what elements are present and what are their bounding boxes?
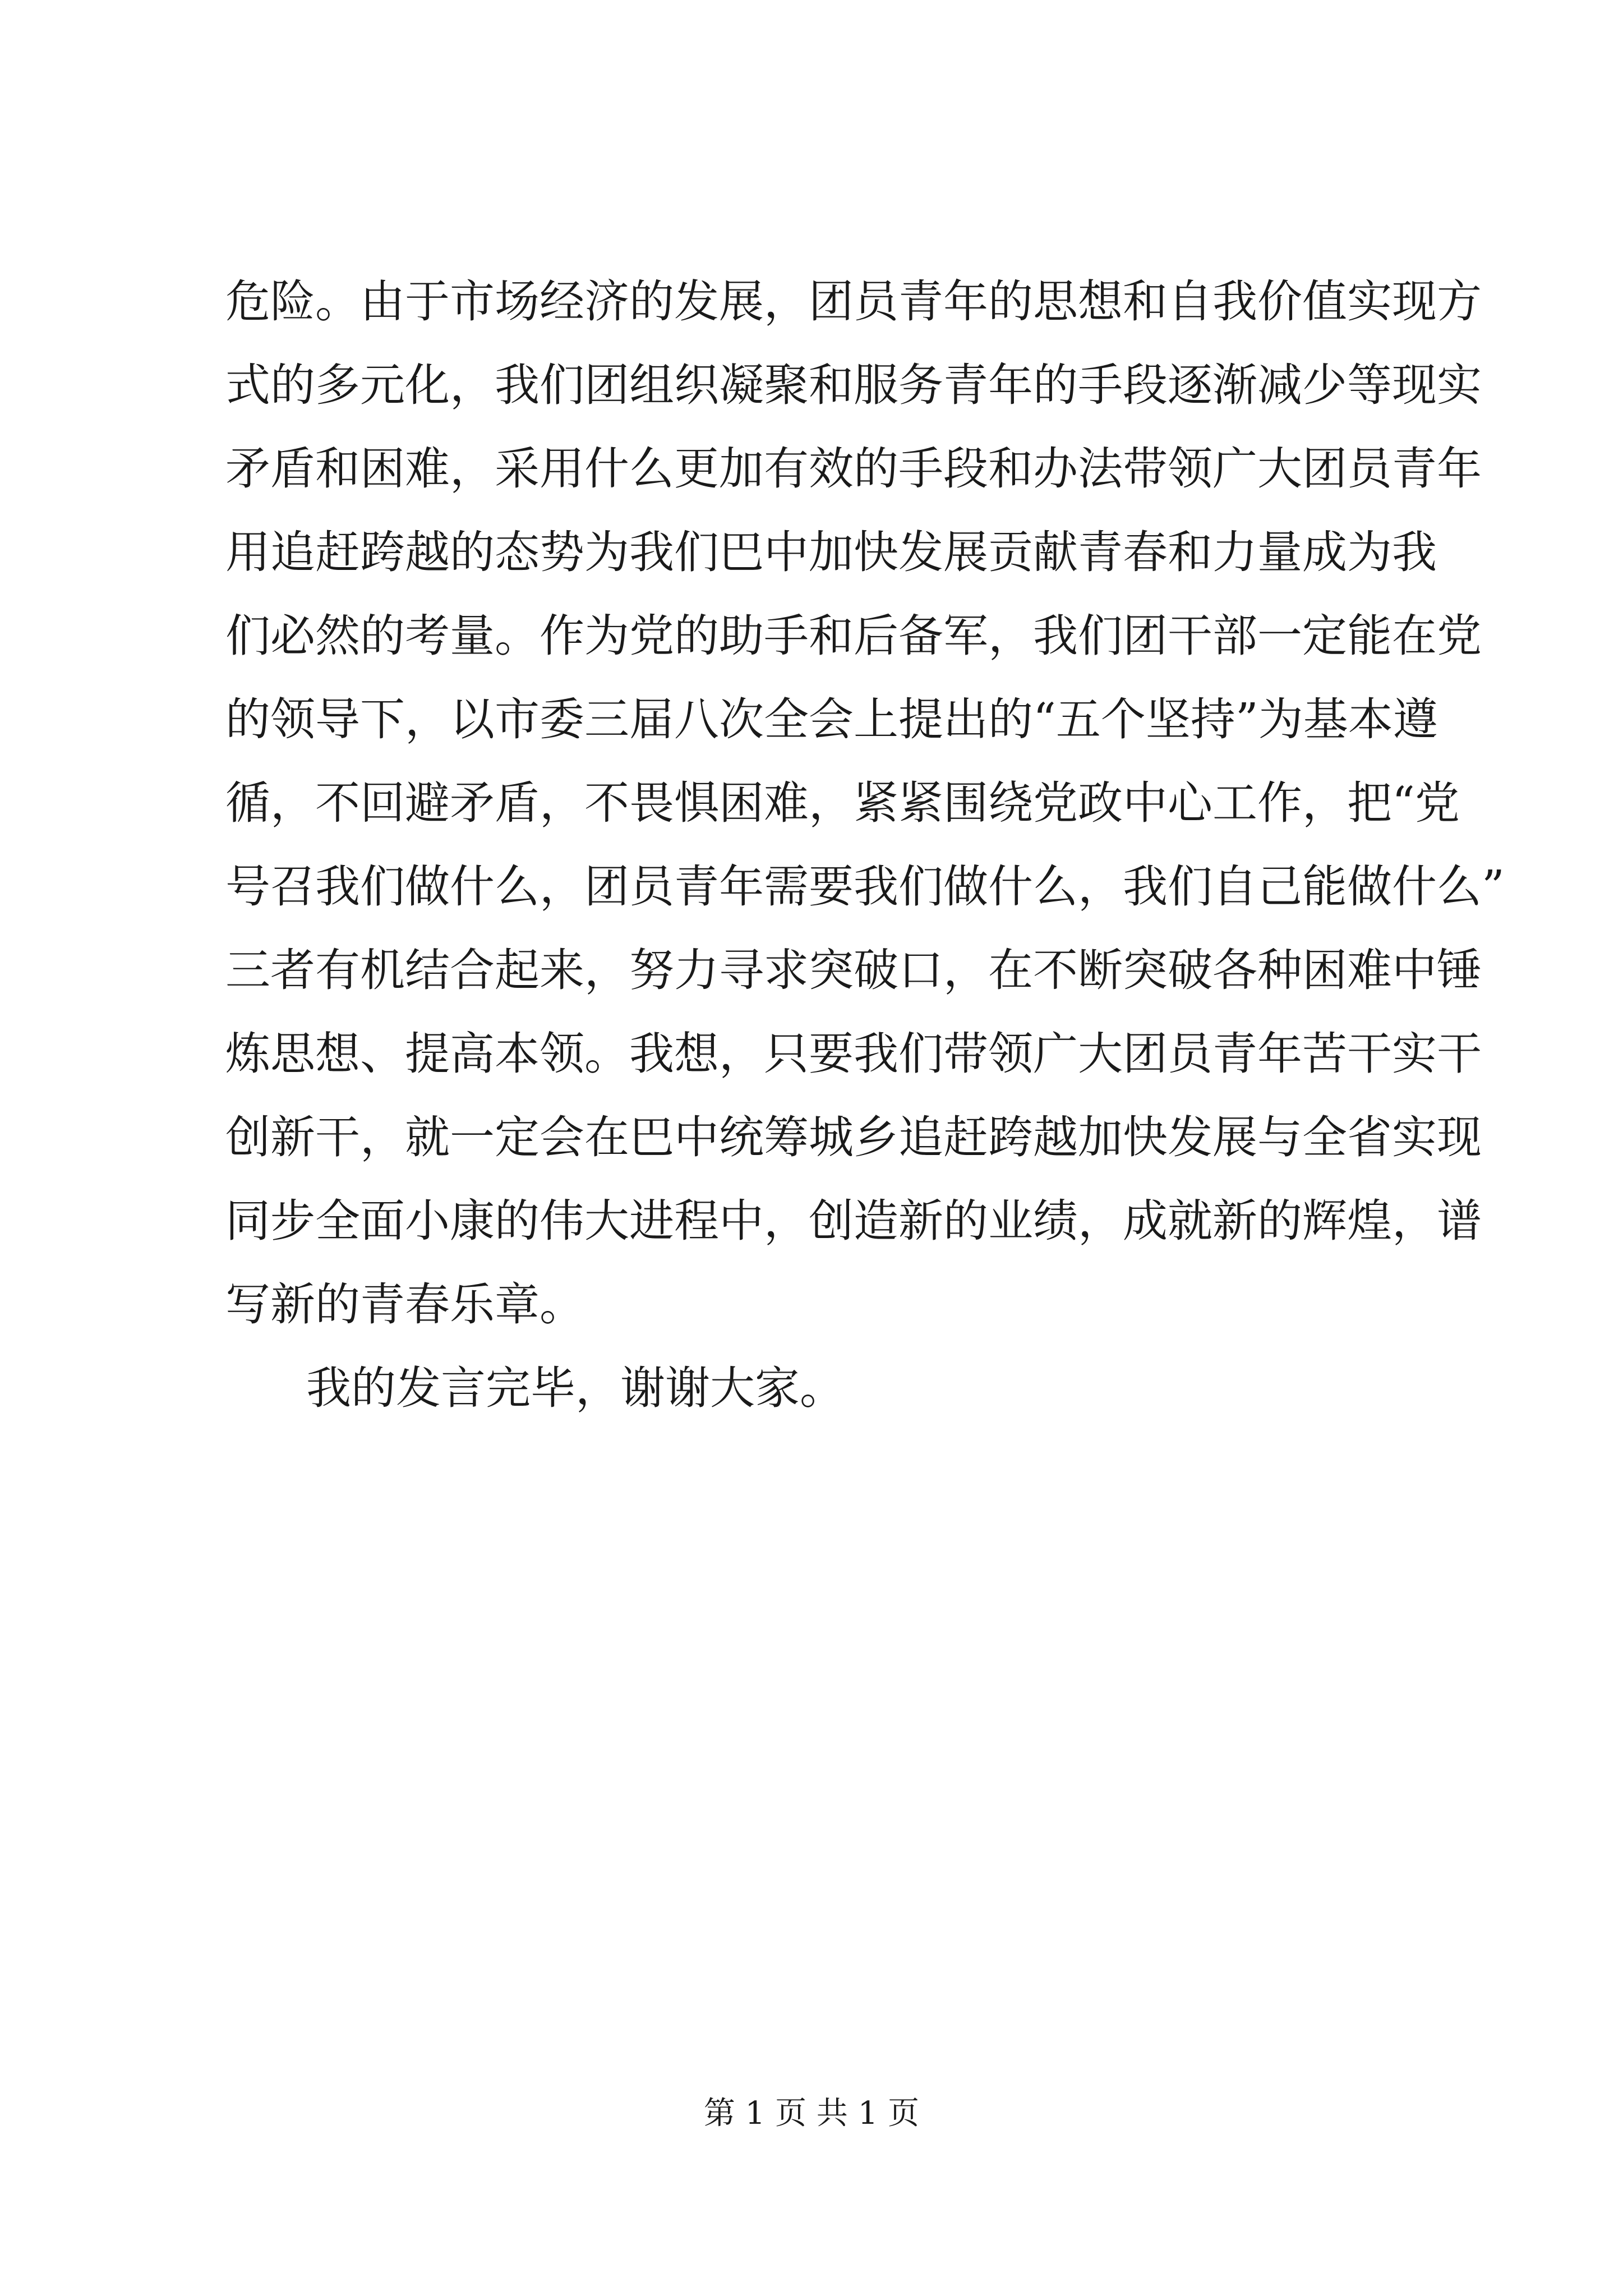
paragraph-line: 们必然的考量。作为党的助手和后备军，我们团干部一定能在党 bbox=[225, 610, 1482, 662]
page-number-footer: 第 1 页 共 1 页 bbox=[703, 2095, 920, 2132]
paragraph-line: 用追赶跨越的态势为我们巴中加快发展贡献青春和力量成为我 bbox=[225, 526, 1437, 578]
paragraph-line: 炼思想、提高本领。我想，只要我们带领广大团员青年苦干实干 bbox=[225, 1028, 1482, 1080]
paragraph-line: 创新干，就一定会在巴中统筹城乡追赶跨越加快发展与全省实现 bbox=[225, 1111, 1482, 1163]
paragraph-line: 同步全面小康的伟大进程中，创造新的业绩，成就新的辉煌，谱 bbox=[225, 1195, 1482, 1247]
paragraph-line: 三者有机结合起来，努力寻求突破口，在不断突破各种困难中锤 bbox=[225, 944, 1482, 996]
paragraph-line: 矛盾和困难，采用什么更加有效的手段和办法带领广大团员青年 bbox=[225, 443, 1482, 495]
closing-line: 我的发言完毕，谢谢大家。 bbox=[306, 1362, 845, 1414]
paragraph-line: 循，不回避矛盾，不畏惧困难，紧紧围绕党政中心工作，把“党 bbox=[225, 777, 1460, 829]
paragraph-line: 式的多元化，我们团组织凝聚和服务青年的手段逐渐减少等现实 bbox=[225, 359, 1482, 411]
paragraph-line: 写新的青春乐章。 bbox=[225, 1278, 584, 1331]
paragraph-line: 的领导下，以市委三届八次全会上提出的“五个坚持”为基本遵 bbox=[225, 693, 1438, 746]
paragraph-line: 危险。由于市场经济的发展，团员青年的思想和自我价值实现方 bbox=[225, 275, 1482, 328]
paragraph-line: 号召我们做什么，团员青年需要我们做什么，我们自己能做什么” bbox=[225, 861, 1505, 913]
